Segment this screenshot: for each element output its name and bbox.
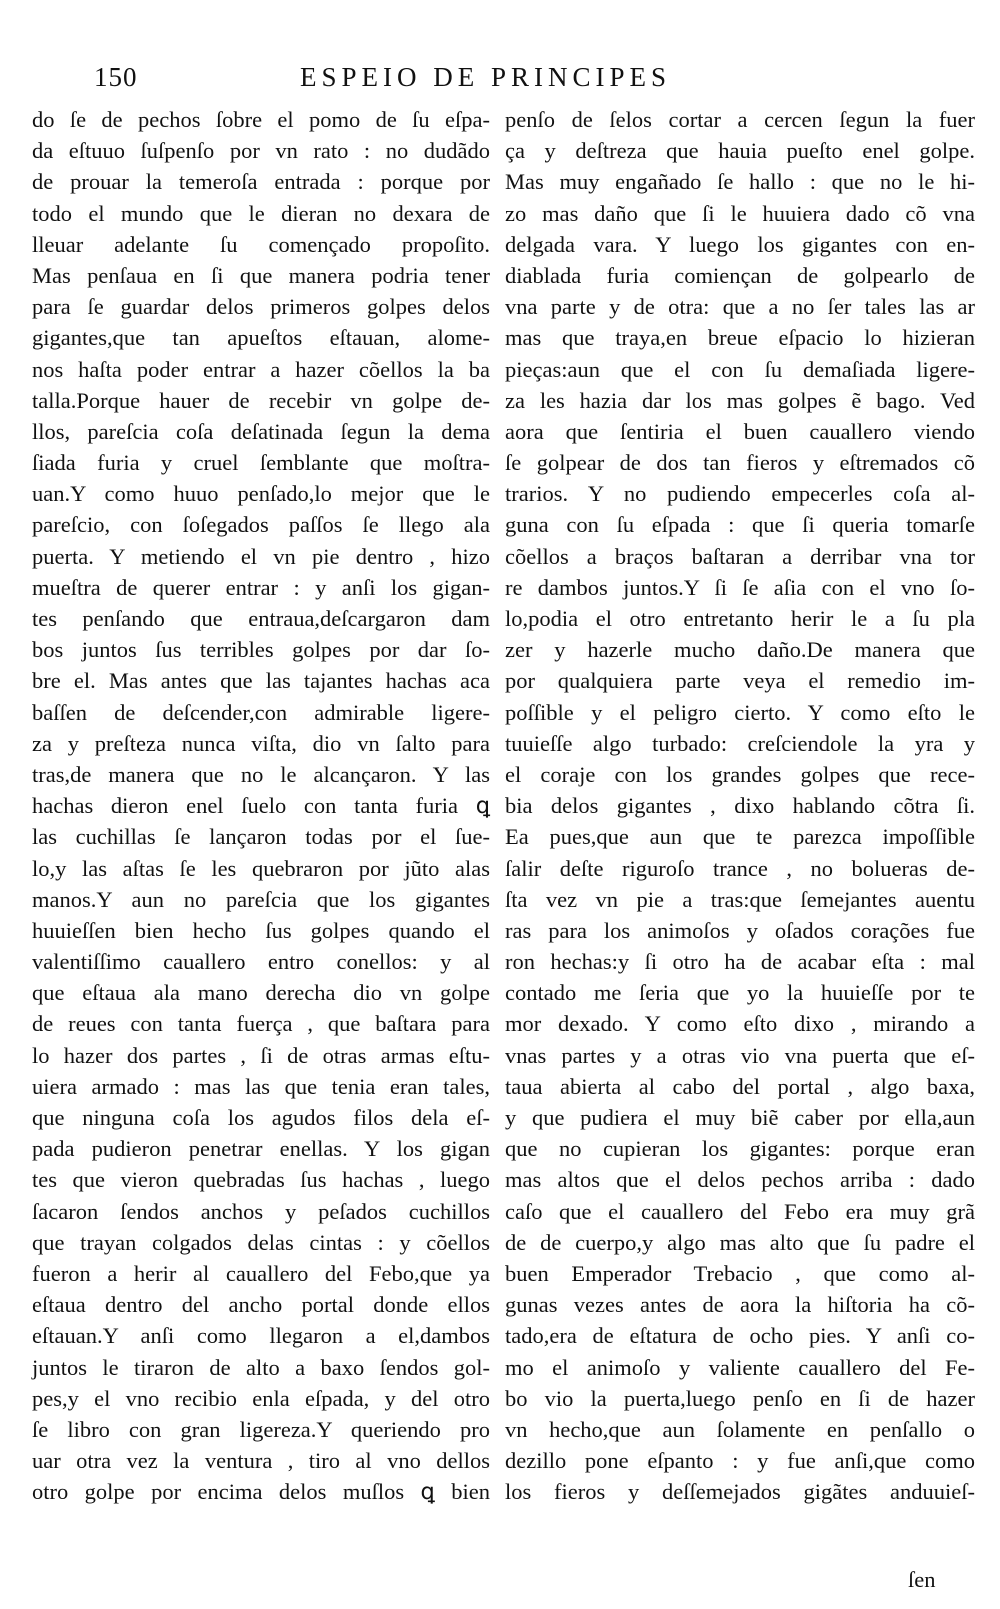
text-line: para ſe guardar delos primeros golpes delos: [32, 294, 490, 320]
text-line: re dambos juntos.Y ſi ſe aſia con el vno ſo-: [505, 574, 975, 600]
left-text-column: [32, 104, 490, 1507]
page-number: 150: [94, 62, 138, 92]
text-line: las cuchillas ſe lançaron todas por el ſue-: [32, 824, 490, 850]
text-line: caſo que el cauallero del Febo era muy grã: [505, 1198, 975, 1224]
text-line: penſo de ſelos cortar a cercen ſegun la fuer: [505, 107, 975, 132]
text-line: otro golpe por encima delos muſlos ꝗ bien: [32, 1479, 490, 1505]
text-line: los fieros y deſſemejados gigãtes anduuieſ-: [505, 1479, 975, 1505]
text-line: bia delos gigantes , dixo hablando cõtra ſi.: [505, 793, 975, 819]
text-line: tras,de manera que no le alcançaron. Y las: [32, 761, 490, 787]
text-line: contado me ſeria que yo la huuieſſe por te: [505, 980, 975, 1006]
text-line: ron hechas:y ſi otro ha de acabar eſta : mal: [505, 949, 975, 975]
text-line: juntos le tiraron de alto a baxo ſendos gol-: [32, 1354, 490, 1380]
text-line: que ninguna coſa los agudos filos dela eſ-: [32, 1105, 490, 1130]
text-line: tado,era de eſtatura de ocho pies. Y anſi co-: [505, 1323, 975, 1349]
text-line: pada pudieron penetrar enellas. Y los gigan: [32, 1136, 490, 1162]
text-line: da eſtuuo ſuſpenſo por vn rato : no dudãdo: [32, 138, 490, 164]
text-line: mas altos que el delos pechos arriba : dado: [505, 1167, 975, 1193]
text-line: ras para los animoſos y oſados corações fue: [505, 917, 975, 943]
text-line: gunas vezes antes de aora la hiſtoria ha cõ-: [505, 1292, 975, 1318]
text-line: vna parte y de otra: que a no ſer tales las ar: [505, 294, 975, 320]
text-line: huuieſſen bien hecho ſus golpes quando el: [32, 917, 490, 943]
page-header: [0, 62, 1000, 98]
text-line: ſiada furia y cruel ſemblante que moſtra-: [32, 450, 490, 476]
text-line: ſacaron ſendos anchos y peſados cuchillos: [32, 1198, 490, 1224]
text-line: y que pudiera el muy biẽ caber por ella,aun: [505, 1105, 975, 1130]
text-line: mas que traya,en breue eſpacio lo hizieran: [505, 325, 975, 351]
text-line: za y preſteza nunca viſta, dio vn ſalto para: [32, 730, 490, 756]
right-text-column: [505, 104, 975, 1507]
text-line: lo,y las aſtas ſe les quebraron por jũto alas: [32, 855, 490, 881]
text-line: lleuar adelante ſu començado propoſito.: [32, 231, 490, 257]
text-line: bo vio la puerta,luego penſo en ſi de hazer: [505, 1385, 975, 1411]
text-line: bos juntos ſus terribles golpes por dar ſo-: [32, 637, 490, 663]
text-line: tes que vieron quebradas ſus hachas , luego: [32, 1167, 490, 1193]
text-line: baſſen de deſcender,con admirable ligere-: [32, 699, 490, 725]
text-line: vnas partes y a otras vio vna puerta que eſ-: [505, 1042, 975, 1068]
text-line: por qualquiera parte veya el remedio im-: [505, 668, 975, 694]
text-line: ſe golpear de dos tan fieros y eſtremados cõ: [505, 450, 975, 476]
text-line: lo hazer dos partes , ſi de otras armas eſtu-: [32, 1042, 490, 1068]
text-line: pes,y el vno recibio enla eſpada, y del otro: [32, 1385, 490, 1411]
text-line: ſalir deſte riguroſo trance , no bolueras de-: [505, 855, 975, 881]
text-line: eſtaua dentro del ancho portal donde ellos: [32, 1292, 490, 1318]
text-line: cõellos a braços baſtaran a derribar vna tor: [505, 543, 975, 569]
text-line: zer y hazerle mucho daño.De manera que: [505, 637, 975, 663]
text-line: mueſtra de querer entrar : y anſi los gigan-: [32, 574, 490, 600]
text-line: todo el mundo que le dieran no dexara de: [32, 200, 490, 226]
text-line: tuuieſſe algo turbado: creſciendole la yra y: [505, 730, 975, 756]
text-line: Mas muy engañado ſe hallo : que no le hi-: [505, 169, 975, 195]
text-line: vn hecho,que aun ſolamente en penſallo o: [505, 1416, 975, 1442]
text-line: ſe libro con gran ligereza.Y queriendo pro: [32, 1416, 490, 1442]
text-line: tes penſando que entraua,deſcargaron dam: [32, 606, 490, 631]
catchword: ſen: [908, 1567, 936, 1592]
text-line: valentiſſimo cauallero entro conellos: y al: [32, 949, 490, 975]
text-line: pareſcio, con ſoſegados paſſos ſe llego ala: [32, 512, 490, 538]
text-line: nos haſta poder entrar a hazer cõellos la ba: [32, 356, 490, 382]
text-line: ſta vez vn pie a tras:que ſemejantes auentu: [505, 886, 975, 912]
text-line: do ſe de pechos ſobre el pomo de ſu eſpa-: [32, 107, 490, 132]
running-title: ESPEIO DE PRINCIPES: [300, 62, 672, 92]
text-line: uar otra vez la ventura , tiro al vno dellos: [32, 1448, 490, 1474]
text-line: dezillo pone eſpanto : y fue anſi,que como: [505, 1448, 975, 1474]
text-line: hachas dieron enel ſuelo con tanta furia ꝗ: [32, 793, 490, 819]
text-line: mo el animoſo y valiente cauallero del Fe-: [505, 1354, 975, 1380]
text-line: delgada vara. Y luego los gigantes con en-: [505, 231, 975, 257]
text-line: pieças:aun que el con ſu demaſiada ligere-: [505, 356, 975, 382]
text-line: fueron a herir al cauallero del Febo,que ya: [32, 1260, 490, 1286]
text-line: uiera armado : mas las que tenia eran tales,: [32, 1073, 490, 1099]
text-line: de de cuerpo,y algo mas alto que ſu padre el: [505, 1229, 975, 1255]
text-line: diablada furia comiençan de golpearlo de: [505, 262, 975, 288]
text-line: trarios. Y no pudiendo empecerles coſa al-: [505, 481, 975, 507]
text-line: que no cupieran los gigantes: porque eran: [505, 1136, 975, 1162]
text-line: llos, pareſcia coſa deſatinada ſegun la dema: [32, 418, 490, 444]
text-line: eſtauan.Y anſi como llegaron a el,dambos: [32, 1323, 490, 1349]
text-line: zo mas daño que ſi le huuiera dado cõ vna: [505, 200, 975, 226]
text-line: Ea pues,que aun que te parezca impoſſible: [505, 824, 975, 850]
text-line: za les hazia dar los mas golpes ẽ bago. Ved: [505, 387, 975, 413]
text-line: mor dexado. Y como eſto dixo , mirando a: [505, 1011, 975, 1037]
text-line: manos.Y aun no pareſcia que los gigantes: [32, 886, 490, 912]
text-line: que trayan colgados delas cintas : y cõellos: [32, 1229, 490, 1255]
text-line: de reues con tanta fuerça , que baſtara para: [32, 1011, 490, 1037]
text-line: uan.Y como huuo penſado,lo mejor que le: [32, 481, 490, 507]
text-line: poſſible y el peligro cierto. Y como eſto le: [505, 699, 975, 725]
text-line: guna con ſu eſpada : que ſi queria tomarſe: [505, 512, 975, 538]
text-line: talla.Porque hauer de recebir vn golpe de-: [32, 387, 490, 413]
text-line: puerta. Y metiendo el vn pie dentro , hizo: [32, 543, 490, 569]
text-line: gigantes,que tan apueſtos eſtauan, alome-: [32, 325, 490, 351]
text-line: lo,podia el otro entretanto herir le a ſu pla: [505, 606, 975, 631]
text-line: Mas penſaua en ſi que manera podria tener: [32, 262, 490, 288]
text-line: aora que ſentiria el buen cauallero viendo: [505, 418, 975, 444]
text-line: de prouar la temeroſa entrada : porque por: [32, 169, 490, 195]
text-line: que eſtaua ala mano derecha dio vn golpe: [32, 980, 490, 1006]
text-line: bre el. Mas antes que las tajantes hachas aca: [32, 668, 490, 694]
text-line: ça y deſtreza que hauia pueſto enel golpe.: [505, 138, 975, 164]
text-line: taua abierta al cabo del portal , algo baxa,: [505, 1073, 975, 1099]
text-line: el coraje con los grandes golpes que rece-: [505, 761, 975, 787]
text-line: buen Emperador Trebacio , que como al-: [505, 1260, 975, 1286]
